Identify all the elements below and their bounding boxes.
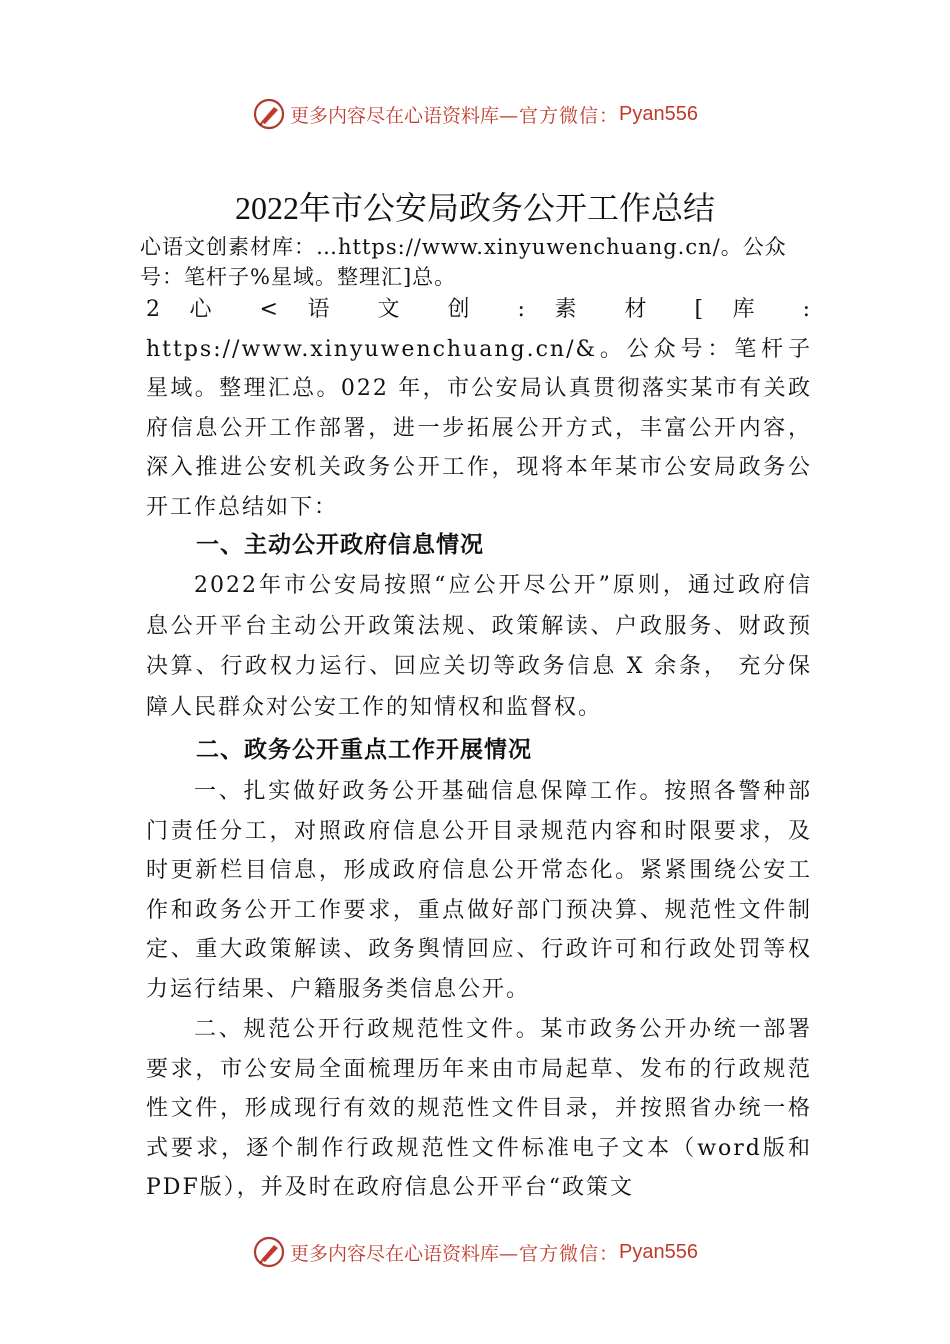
banner-lead-text: 更多内容尽在心语资料库	[290, 1242, 500, 1265]
banner-tail-text: —官方微信：	[499, 104, 620, 127]
section-1-body: 2022年市公安局按照“应公开尽公开”原则，通过政府信息公开平台主动公开政策法规、政策解读、户政服务、财政预决算、行政权力运行、回应关切等政务信息 X 余条， 充分保障人民群众对公安工作的知情权和监督权。	[146, 573, 812, 720]
source-note: 心语文创素材库：…https://www.xinyuwenchuang.cn/。公众号：笔杆子%星域。整理汇]总。	[140, 235, 787, 289]
section-2-item-1: 一、扎实做好政务公开基础信息保障工作。按照各警种部门责任分工，对照政府信息公开目录规范内容和时限要求，及时更新栏目信息，形成政府信息公开常态化。紧紧围绕公安工作和政务公开工作要求，重点做好部门预决算、规范性文件制定、重大政策解读、政务舆情回应、行政许可和行政处罚等权力运行结果、户籍服务类信息公开。	[146, 779, 812, 1002]
intro-paragraph: 2 心 < 语 文 创 : 素 材 [ 库 : https://www.xinyuwenchuang.cn/&。公众号：笔杆子星域。整理汇总。022 年，市公安局认真贯彻落实某市有关政府信息公开工作部署，进一步拓展公开方式，丰富公开内容，深入推进公安机关政务公开工作，现将本年某市公安局政务公开工作总结如下：	[146, 297, 812, 520]
page-title: 2022年市公安局政务公开工作总结	[234, 190, 715, 226]
section-1-heading: 一、主动公开政府信息情况	[196, 532, 484, 558]
banner-wechat-id: Pyan556	[619, 1240, 698, 1263]
banner-lead-text: 更多内容尽在心语资料库	[290, 104, 500, 127]
pen-logo-icon	[252, 1235, 286, 1269]
banner-wechat-id: Pyan556	[619, 102, 698, 125]
section-2-item-2: 二、规范公开行政规范性文件。某市政务公开办统一部署要求，市公安局全面梳理历年来由市局起草、发布的行政规范性文件，形成现行有效的规范性文件目录，并按照省办统一格式要求，逐个制作行政规范性文件标准电子文本（word版和 PDF版），并及时在政府信息公开平台“政策文	[146, 1017, 812, 1200]
watermark-banner-top	[0, 94, 950, 134]
watermark-banner-bottom	[0, 1232, 950, 1272]
section-2-heading: 二、政务公开重点工作开展情况	[196, 737, 532, 763]
banner-tail-text: —官方微信：	[499, 1242, 620, 1265]
pen-logo-icon	[252, 97, 286, 131]
